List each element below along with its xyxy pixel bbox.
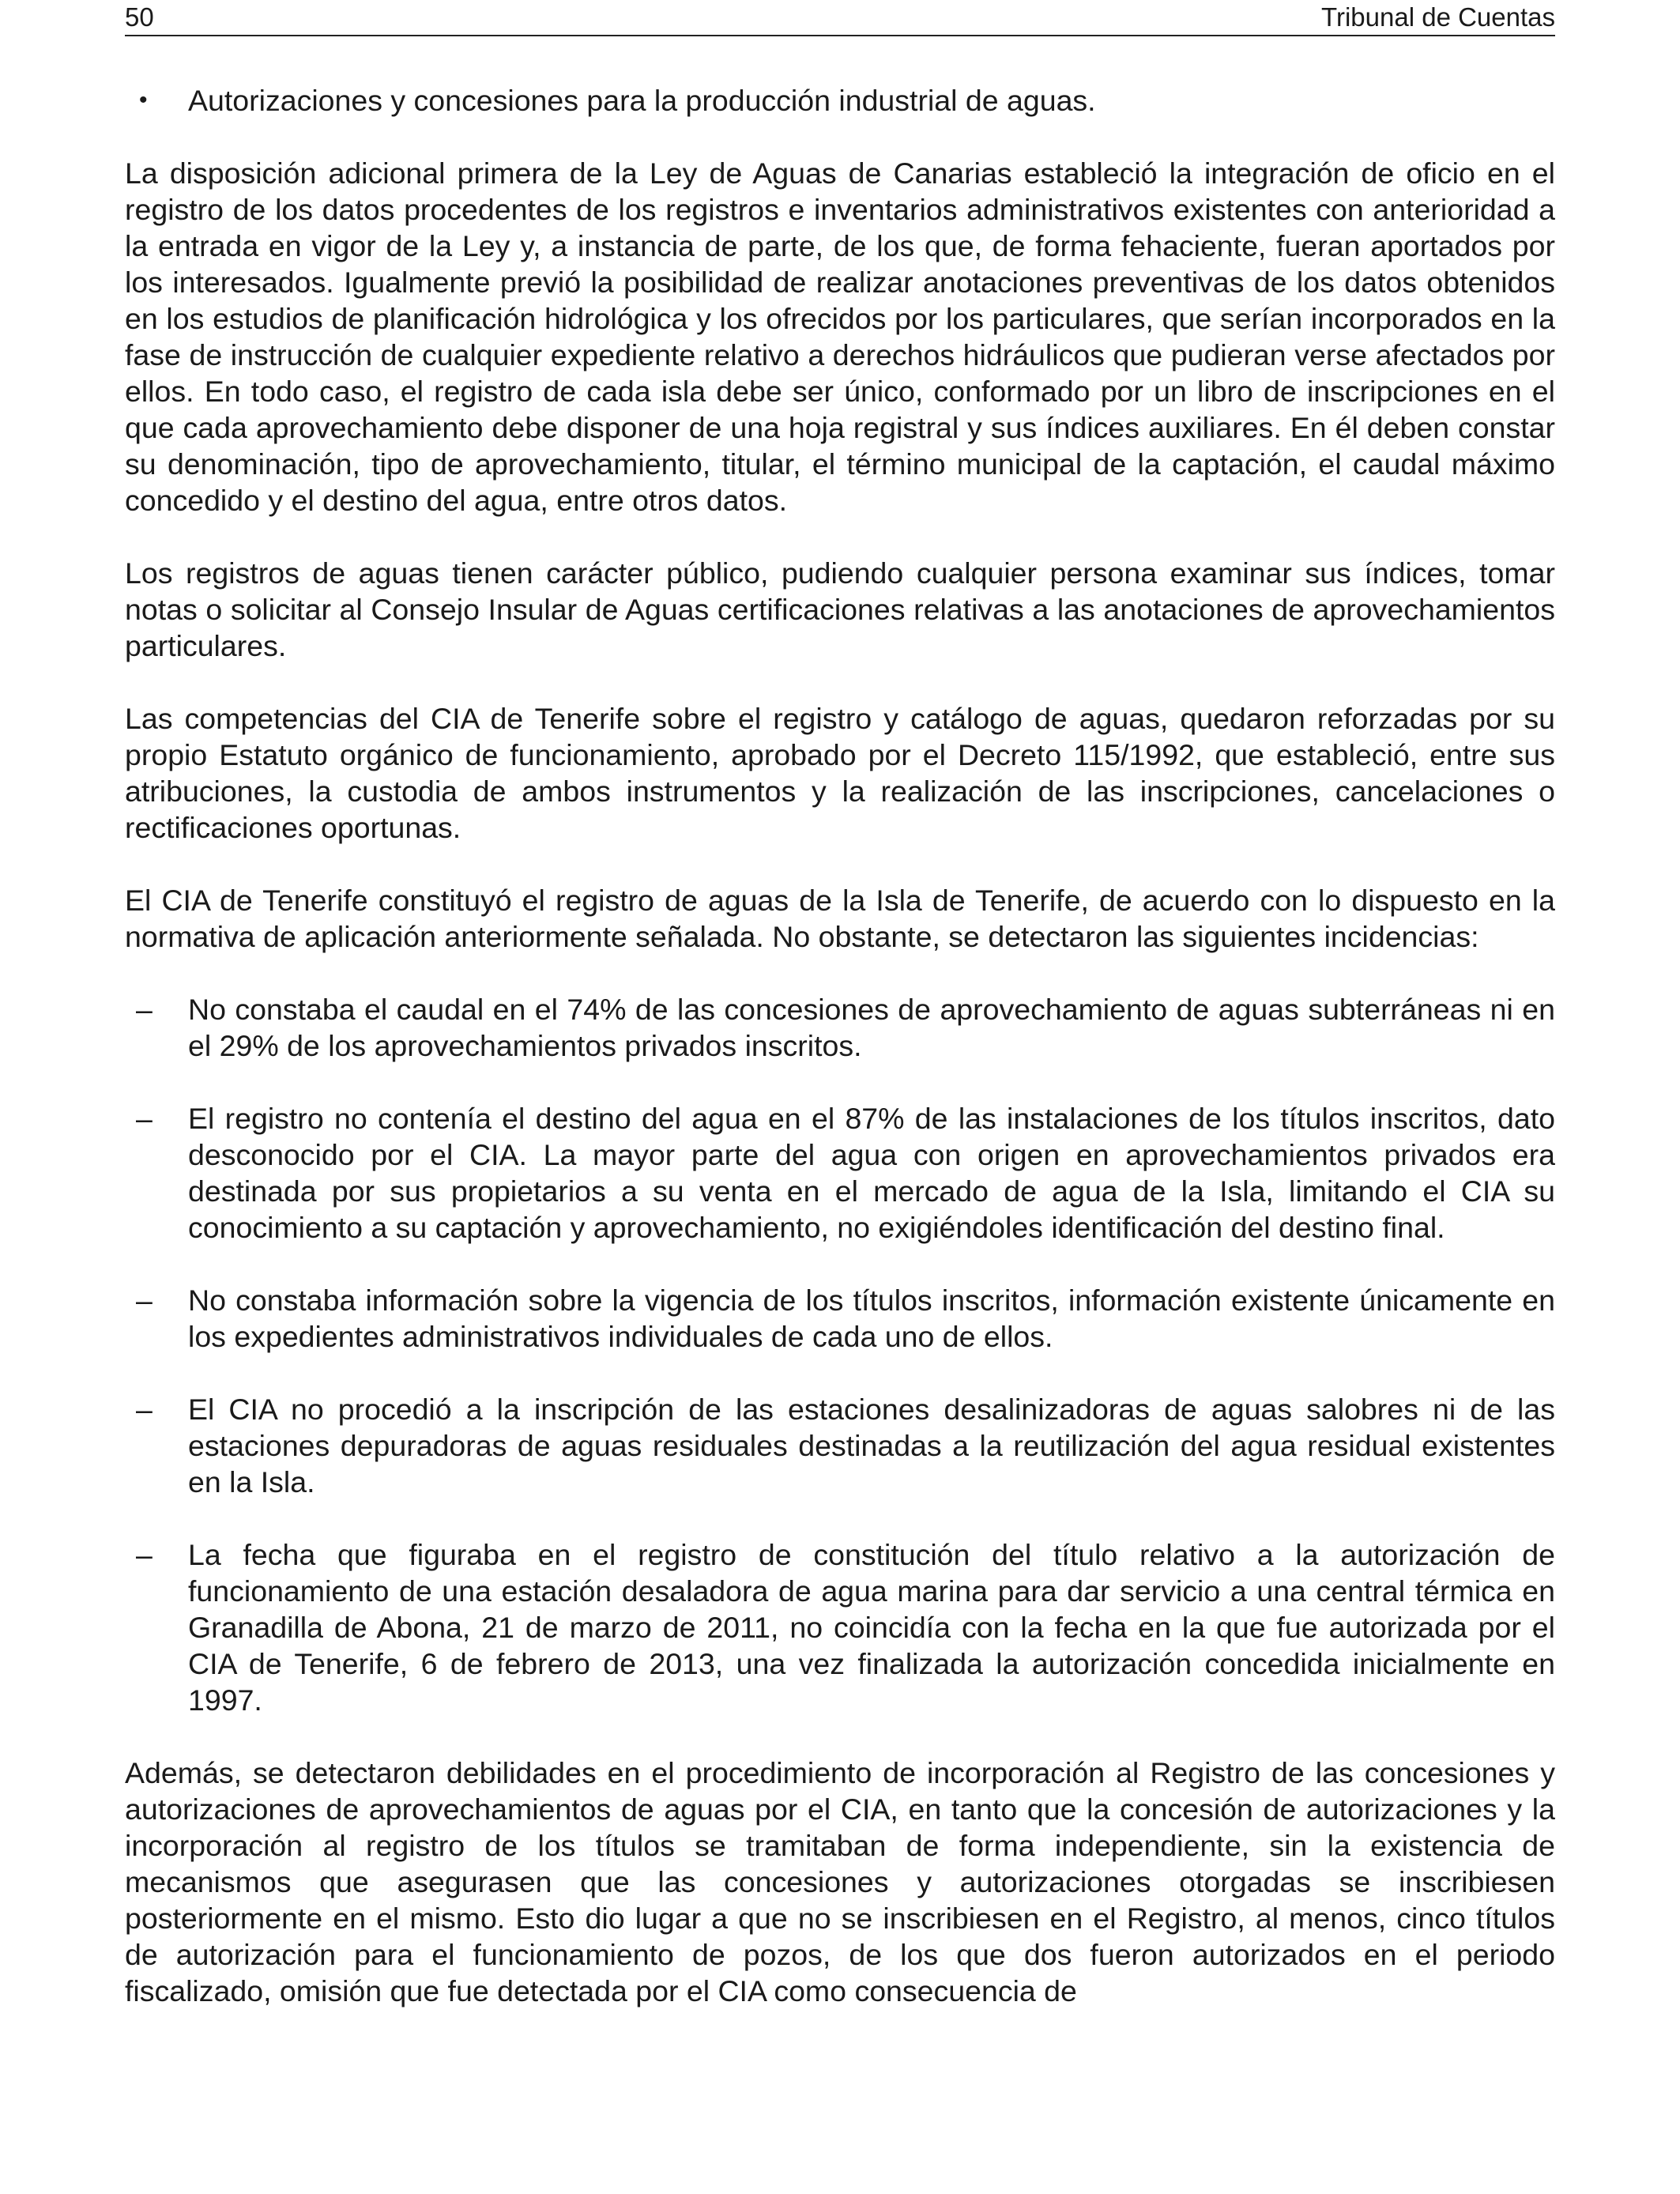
paragraph-registro-oficio: La disposición adicional primera de la Ley de Aguas de Canarias estableció la integración de oficio en el registro de los datos procedentes de los registros e inventarios administrativos existentes con anterioridad a la entrada en vigor de la Ley y, a instancia de parte, de los que, de forma fehaciente, fueran aportados por los interesados. Igualmente previó la posibilidad de realizar anotaciones preventivas de los datos obtenidos en los estudios de planificación hidrológica y los ofrecidos por los particulares, que serían incorporados en la fase de instrucción de cualquier expediente relativo a derechos hidráulicos que pudieran verse afectados por ellos. En todo caso, el registro de cada isla debe ser único, conformado por un libro de inscripciones en el que cada aprovechamiento debe disponer de una hoja registral y sus índices auxiliares. En él deben constar su denominación, tipo de aprovechamiento, titular, el término municipal de la captación, el caudal máximo concedido y el destino del agua, entre otros datos. — [125, 156, 1555, 517]
incidencia-item — [125, 991, 1555, 1064]
running-title: Tribunal de Cuentas — [1321, 2, 1555, 32]
incidencia-item — [125, 1536, 1555, 1718]
paragraph-incidencias-intro: El CIA de Tenerife constituyó el registro de aguas de la Isla de Tenerife, de acuerdo con lo dispuesto en la normativa de aplicación anteriormente señalada. No obstante, se detectaron las siguientes incidencias: — [125, 884, 1555, 953]
incidencia-item — [125, 1391, 1555, 1500]
document-page — [125, 0, 1555, 2194]
incidencia-text: La fecha que figuraba en el registro de constitución del título relativo a la autorización de funcionamiento de una estación desaladora de agua marina para dar servicio a una central térmica en Granadilla de Abona, 21 de marzo de 2011, no coincidía con la fecha en la que fue autorizada por el CIA de Tenerife, 6 de febrero de 2013, una vez finalizada la autorización concedida inicialmente en 1997. — [188, 1538, 1555, 1717]
dash-marker: – — [136, 1102, 153, 1135]
incidencia-text: No constaba información sobre la vigencia de los títulos inscritos, información existente únicamente en los expedientes administrativos individuales de cada uno de ellos. — [188, 1284, 1555, 1353]
incidencia-text: El CIA no procedió a la inscripción de las estaciones desalinizadoras de aguas salobres ni de las estaciones depuradoras de aguas residuales destinadas a la reutilización del agua residual existentes en la Isla. — [188, 1393, 1555, 1498]
document-body — [125, 82, 1555, 2045]
bullet-marker: • — [139, 87, 148, 113]
incidencia-item — [125, 1100, 1555, 1246]
page-number: 50 — [125, 2, 154, 32]
dash-marker: – — [136, 1538, 153, 1571]
dash-marker: – — [136, 1393, 153, 1426]
paragraph-registros-publicos: Los registros de aguas tienen carácter público, pudiendo cualquier persona examinar sus índices, tomar notas o solicitar al Consejo Insular de Aguas certificaciones relativas a las anotaciones de aprovechamientos particulares. — [125, 556, 1555, 662]
incidencia-text: El registro no contenía el destino del agua en el 87% de las instalaciones de los títulos inscritos, dato desconocido por el CIA. La mayor parte del agua con origen en aprovechamientos privados era destinada por sus propietarios a su venta en el mercado de agua de la Isla, limitando el CIA su conocimiento a su captación y aprovechamiento, no exigiéndoles identificación del destino final. — [188, 1102, 1555, 1244]
incidencia-text: No constaba el caudal en el 74% de las concesiones de aprovechamiento de aguas subterráneas ni en el 29% de los aprovechamientos privados inscritos. — [188, 993, 1555, 1062]
dash-marker: – — [136, 1284, 153, 1317]
bullet-item — [125, 82, 1555, 119]
paragraph-competencias-cia: Las competencias del CIA de Tenerife sobre el registro y catálogo de aguas, quedaron reforzadas por su propio Estatuto orgánico de funcionamiento, aprobado por el Decreto 115/1992, que estableció, entre sus atribuciones, la custodia de ambos instrumentos y la realización de las inscripciones, cancelaciones o rectificaciones oportunas. — [125, 702, 1555, 844]
bullet-text: Autorizaciones y concesiones para la producción industrial de aguas. — [188, 84, 1096, 117]
dash-marker: – — [136, 993, 153, 1026]
incidencia-item — [125, 1282, 1555, 1355]
page-header — [125, 0, 1555, 36]
paragraph-debilidades: Además, se detectaron debilidades en el procedimiento de incorporación al Registro de las concesiones y autorizaciones de aprovechamientos de aguas por el CIA, en tanto que la concesión de autorizaciones y la incorporación al registro de los títulos se tramitaban de forma independiente, sin la existencia de mecanismos que asegurasen que las concesiones y autorizaciones otorgadas se inscribiesen posteriormente en el mismo. Esto dio lugar a que no se inscribiesen en el Registro, al menos, cinco títulos de autorización para el funcionamiento de pozos, de los que dos fueron autorizados en el periodo fiscalizado, omisión que fue detectada por el CIA como consecuencia de — [125, 1756, 1555, 2007]
